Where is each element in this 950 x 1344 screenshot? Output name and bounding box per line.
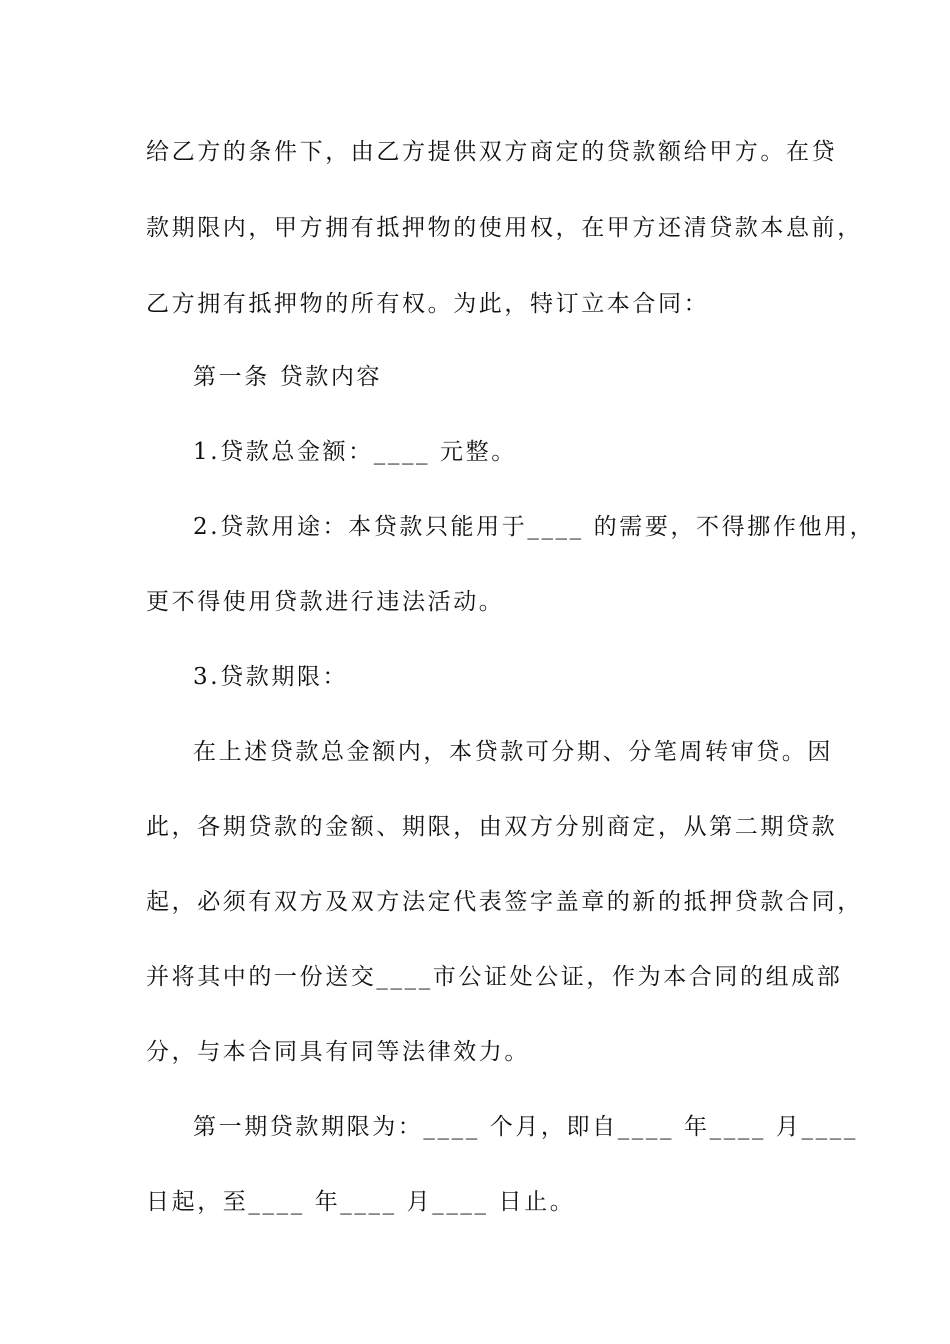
paragraph-line: 乙方拥有抵押物的所有权。为此，特订立本合同：	[146, 291, 710, 317]
paragraph-line: 款期限内，甲方拥有抵押物的使用权，在甲方还清贷款本息前，	[146, 215, 863, 241]
clause-line: 3.贷款期限：	[193, 664, 349, 690]
clause-line: 1.贷款总金额：____ 元整。	[193, 439, 517, 465]
paragraph-line: 并将其中的一份送交____市公证处公证，作为本合同的组成部	[146, 964, 843, 990]
paragraph-line: 分，与本合同具有同等法律效力。	[146, 1039, 530, 1065]
paragraph-line: 在上述贷款总金额内，本贷款可分期、分笔周转审贷。因	[193, 739, 833, 765]
section-heading: 第一条 贷款内容	[193, 364, 383, 390]
paragraph-line: 更不得使用贷款进行违法活动。	[146, 589, 505, 615]
paragraph-line: 起，必须有双方及双方法定代表签字盖章的新的抵押贷款合同，	[146, 889, 863, 915]
paragraph-line: 第一期贷款期限为：____ 个月，即自____ 年____ 月____	[193, 1114, 858, 1140]
clause-line: 2.贷款用途：本贷款只能用于____ 的需要，不得挪作他用，	[193, 514, 876, 540]
paragraph-line: 日起，至____ 年____ 月____ 日止。	[146, 1189, 576, 1215]
paragraph-line: 此，各期贷款的金额、期限，由双方分别商定，从第二期贷款	[146, 814, 838, 840]
paragraph-line: 给乙方的条件下，由乙方提供双方商定的贷款额给甲方。在贷	[146, 139, 838, 165]
